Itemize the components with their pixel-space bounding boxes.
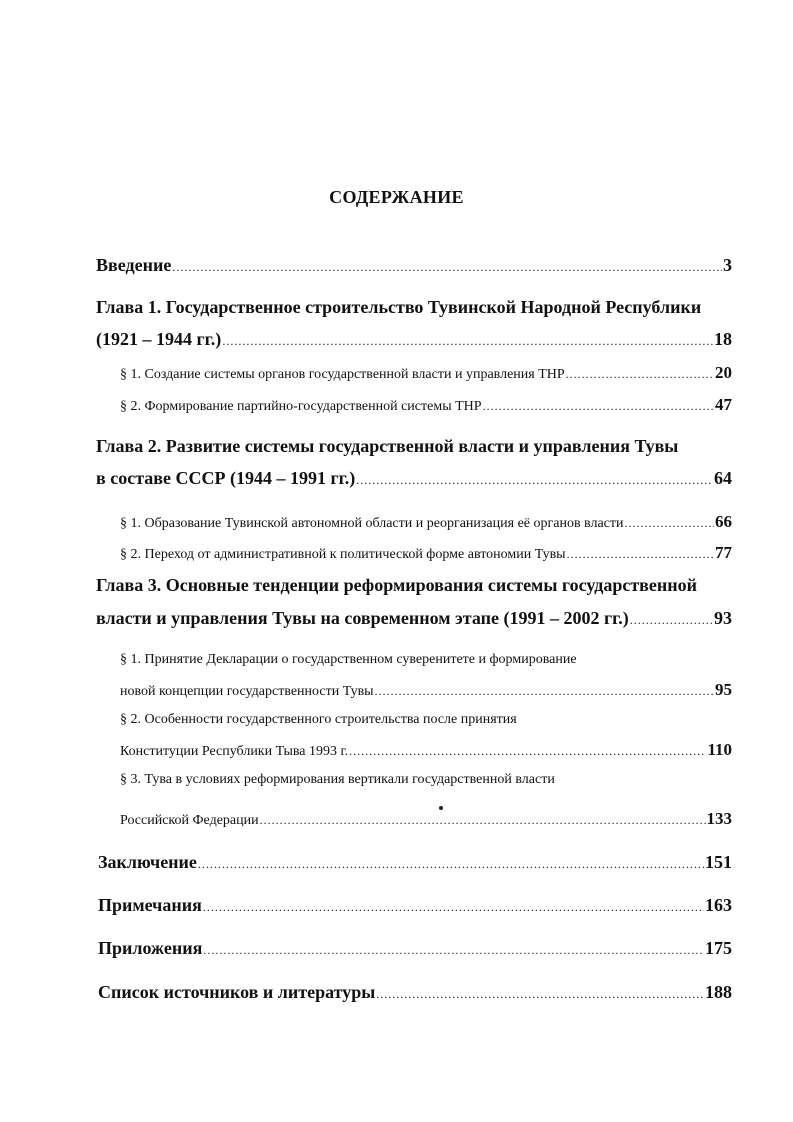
toc-page-number: 95 — [715, 680, 732, 699]
toc-page-number: 64 — [714, 468, 732, 488]
toc-page-number: 3 — [723, 255, 732, 275]
toc-entry-sources[interactable] — [98, 981, 732, 1005]
toc-entry-ch1-sec2[interactable] — [120, 394, 732, 418]
dot-leader — [356, 469, 713, 491]
toc-label: в составе СССР (1944 – 1991 гг.) — [96, 468, 356, 488]
dot-leader — [260, 809, 706, 831]
toc-page-number: 110 — [707, 740, 732, 759]
toc-label: Заключение — [98, 852, 197, 872]
toc-page-number: 163 — [705, 895, 732, 915]
toc-page-number: 18 — [714, 329, 732, 349]
toc-entry-chapter1[interactable] — [96, 328, 732, 352]
dot-leader — [203, 896, 704, 918]
toc-label: новой концепции государственности Тувы — [120, 684, 374, 699]
dot-leader — [172, 256, 722, 278]
scan-speck — [439, 806, 443, 810]
toc-page-number: 175 — [705, 938, 732, 958]
toc-entry-ch1-sec1[interactable] — [120, 362, 732, 386]
dot-leader — [222, 330, 713, 352]
toc-label: Приложения — [98, 938, 203, 958]
toc-page-number: 133 — [706, 809, 732, 828]
toc-entry-chapter3[interactable] — [96, 607, 732, 631]
toc-entry-appendices[interactable] — [98, 937, 732, 961]
toc-label: власти и управления Тувы на современном этапе (1991 – 2002 гг.) — [96, 608, 629, 628]
toc-entry-notes[interactable] — [98, 894, 732, 918]
toc-label: Список источников и литературы — [98, 982, 376, 1002]
toc-entry-ch3-sec3[interactable] — [120, 808, 732, 832]
toc-entry-ch3-sec2[interactable] — [120, 739, 732, 763]
dot-leader — [630, 609, 713, 631]
toc-label: Примечания — [98, 895, 202, 915]
chapter1-title-line1[interactable]: Глава 1. Государственное строительство Тувинской Народной Республики — [96, 297, 702, 317]
toc-label: § 1. Образование Тувинской автономной области и реорганизация её органов власти — [120, 516, 624, 531]
toc-page-number: 188 — [705, 982, 732, 1002]
dot-leader — [349, 740, 706, 762]
dot-leader — [566, 363, 714, 385]
toc-label: (1921 – 1944 гг.) — [96, 329, 222, 349]
dot-leader — [625, 512, 714, 534]
chapter3-title-line1[interactable]: Глава 3. Основные тенденции реформирования системы государственной — [96, 575, 697, 595]
ch3-sec3-line1[interactable]: § 3. Тува в условиях реформирования вертикали государственной власти — [120, 772, 555, 787]
ch3-sec2-line1[interactable]: § 2. Особенности государственного строительства после принятия — [120, 712, 517, 727]
toc-page-number: 20 — [715, 363, 732, 382]
toc-label: § 1. Создание системы органов государственной власти и управления ТНР — [120, 367, 565, 382]
chapter2-title-line1[interactable]: Глава 2. Развитие системы государственной власти и управления Тувы — [96, 436, 679, 456]
dot-leader — [483, 395, 714, 417]
toc-entry-ch3-sec1[interactable] — [120, 679, 732, 703]
toc-page-number: 77 — [715, 543, 732, 562]
dot-leader — [567, 543, 714, 565]
toc-page-number: 93 — [714, 608, 732, 628]
toc-label: § 2. Переход от административной к политической форме автономии Тувы — [120, 547, 566, 562]
toc-label: § 2. Формирование партийно-государственной системы ТНР — [120, 399, 482, 414]
dot-leader — [203, 939, 704, 961]
toc-entry-conclusion[interactable] — [98, 851, 732, 875]
dot-leader — [376, 983, 704, 1005]
toc-page-number: 151 — [705, 852, 732, 872]
toc-entry-ch2-sec1[interactable] — [120, 511, 732, 535]
dot-leader — [375, 680, 714, 702]
toc-entry-intro[interactable] — [96, 254, 732, 278]
toc-entry-chapter2[interactable] — [96, 467, 732, 491]
toc-page-number: 66 — [715, 512, 732, 531]
page-title: СОДЕРЖАНИЕ — [329, 187, 464, 207]
toc-label: Конституции Республики Тыва 1993 г. — [120, 744, 349, 759]
dot-leader — [198, 853, 704, 875]
toc-label: Российской Федерации — [120, 813, 259, 828]
ch3-sec1-line1[interactable]: § 1. Принятие Декларации о государственном суверенитете и формирование — [120, 652, 577, 667]
toc-label: Введение — [96, 255, 172, 275]
toc-page-number: 47 — [715, 395, 732, 414]
toc-entry-ch2-sec2[interactable] — [120, 542, 732, 566]
